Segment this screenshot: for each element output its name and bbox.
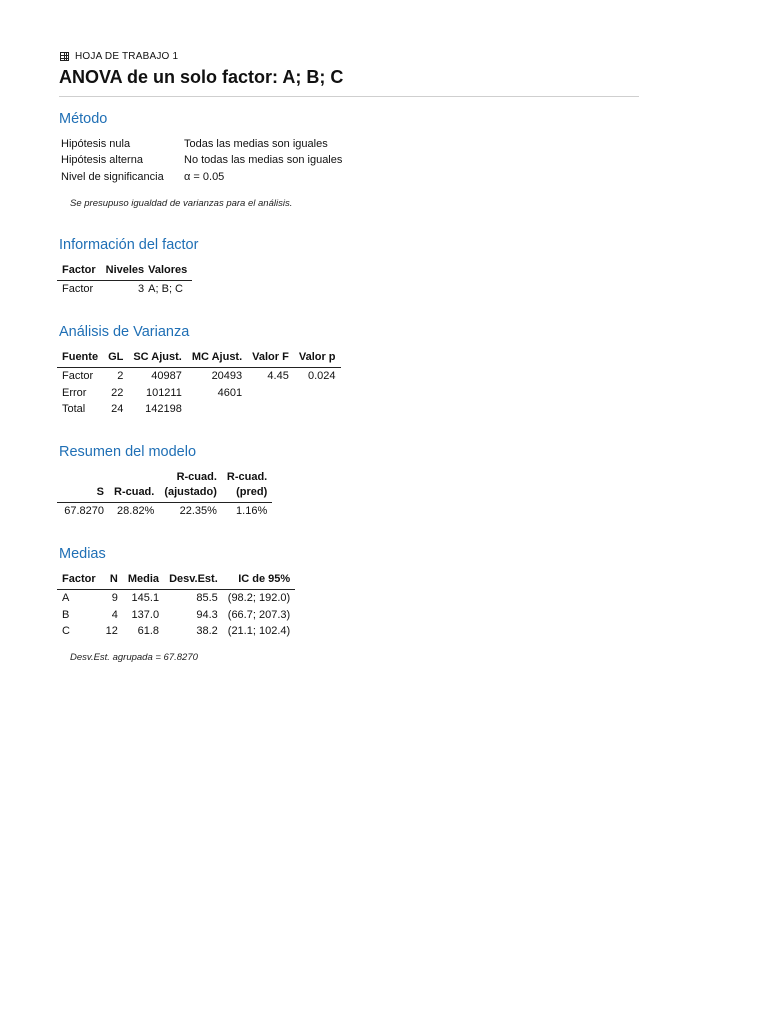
column-header: Media	[123, 572, 164, 590]
medias-table	[57, 572, 295, 640]
table-row	[57, 385, 341, 402]
table-cell	[187, 401, 247, 418]
table-cell: 4601	[217, 386, 243, 399]
metodo-heading: Método	[59, 111, 108, 127]
table-row	[57, 590, 295, 607]
table-row	[57, 281, 192, 298]
column-header: Valores	[146, 263, 192, 281]
column-header	[57, 470, 109, 485]
table-cell: 142198	[145, 403, 182, 415]
table-cell: 4.45	[267, 370, 289, 382]
metodo-key: Hipótesis nula	[61, 138, 131, 150]
table-cell: 94.3	[196, 608, 218, 621]
table-cell: Factor	[62, 283, 94, 295]
table-cell: (98.2; 192.0)	[227, 592, 291, 604]
table-row	[57, 401, 341, 418]
table-header-row	[57, 485, 272, 503]
table-cell: Error	[62, 386, 87, 399]
model-summary-heading: Resumen del modelo	[59, 444, 197, 460]
column-header: Factor	[57, 572, 101, 590]
table-cell: 20493	[211, 370, 243, 382]
table-cell: 2	[117, 370, 124, 382]
table-header-row	[57, 350, 341, 368]
table-cell: 38.2	[196, 625, 218, 637]
factor-info-table	[57, 263, 192, 298]
anova-heading: Análisis de Varianza	[59, 324, 190, 340]
table-cell	[294, 401, 341, 418]
metodo-value: Todas las medias son iguales	[184, 138, 328, 150]
table-cell: A	[62, 592, 70, 604]
column-header: R-cuad.	[226, 471, 268, 483]
table-cell	[294, 385, 341, 402]
table-cell: Factor	[62, 370, 94, 382]
metodo-note: Se presupuso igualdad de varianzas para el análisis.	[70, 198, 293, 209]
table-row	[57, 503, 272, 520]
table-cell	[247, 401, 294, 418]
column-header: S	[57, 485, 109, 503]
table-cell: 137.0	[131, 608, 160, 621]
table-row	[57, 607, 295, 624]
table-cell	[247, 385, 294, 402]
column-header: MC Ajust.	[187, 350, 247, 368]
table-row	[57, 623, 295, 640]
medias-heading: Medias	[59, 546, 106, 562]
worksheet-label-text: HOJA DE TRABAJO 1	[75, 51, 179, 62]
metodo-key: Nivel de significancia	[61, 171, 164, 183]
column-header: GL	[103, 350, 128, 368]
column-header: Fuente	[57, 350, 103, 368]
table-cell: B	[62, 608, 70, 621]
table-cell: 3	[138, 283, 145, 295]
column-header: R-cuad.	[176, 471, 217, 483]
metodo-value: α = 0.05	[184, 171, 225, 183]
table-cell: 1.16%	[236, 505, 268, 517]
title-divider	[59, 96, 639, 97]
table-cell: 101211	[145, 386, 182, 399]
table-cell: 22	[111, 386, 124, 399]
column-header: Niveles	[101, 263, 147, 281]
column-header: N	[101, 572, 123, 590]
column-header: Valor p	[294, 350, 341, 368]
table-cell: A; B; C	[148, 283, 183, 295]
column-header: (ajustado)	[159, 485, 222, 503]
table-cell: 61.8	[137, 625, 160, 637]
table-cell: 145.1	[131, 592, 160, 604]
table-cell: 12	[105, 625, 118, 637]
column-header: R-cuad.	[109, 485, 159, 503]
worksheet-label	[60, 51, 178, 62]
table-cell: Total	[62, 403, 86, 415]
table-header-row	[57, 572, 295, 590]
table-header-row	[57, 470, 272, 485]
column-header	[109, 470, 159, 485]
table-cell: 22.35%	[179, 505, 217, 517]
table-cell: 9	[111, 592, 118, 604]
column-header: IC de 95%	[223, 572, 295, 590]
anova-table	[57, 350, 341, 418]
table-cell: 4	[111, 608, 118, 621]
model-summary-table	[57, 470, 272, 520]
column-header: Valor F	[247, 350, 294, 368]
medias-note: Desv.Est. agrupada = 67.8270	[70, 652, 198, 663]
table-cell: 24	[111, 403, 124, 415]
table-cell: C	[62, 625, 70, 637]
table-cell: 85.5	[196, 592, 218, 604]
factor-info-heading: Información del factor	[59, 237, 199, 253]
table-cell: (66.7; 207.3)	[227, 608, 291, 621]
page-title: ANOVA de un solo factor: A; B; C	[59, 67, 344, 87]
table-row	[57, 368, 341, 385]
metodo-key: Hipótesis alterna	[61, 154, 143, 166]
table-cell: 28.82%	[117, 505, 155, 517]
metodo-value: No todas las medias son iguales	[184, 154, 343, 166]
worksheet-grid-icon	[60, 52, 69, 61]
table-cell: 0.024	[308, 370, 336, 382]
column-header: SC Ajust.	[128, 350, 187, 368]
column-header: (pred)	[222, 485, 272, 503]
table-cell: (21.1; 102.4)	[227, 625, 291, 637]
table-header-row	[57, 263, 192, 281]
column-header: Factor	[57, 263, 101, 281]
table-cell: 40987	[151, 370, 182, 382]
column-header: Desv.Est.	[164, 572, 223, 590]
table-cell: 67.8270	[64, 505, 104, 517]
